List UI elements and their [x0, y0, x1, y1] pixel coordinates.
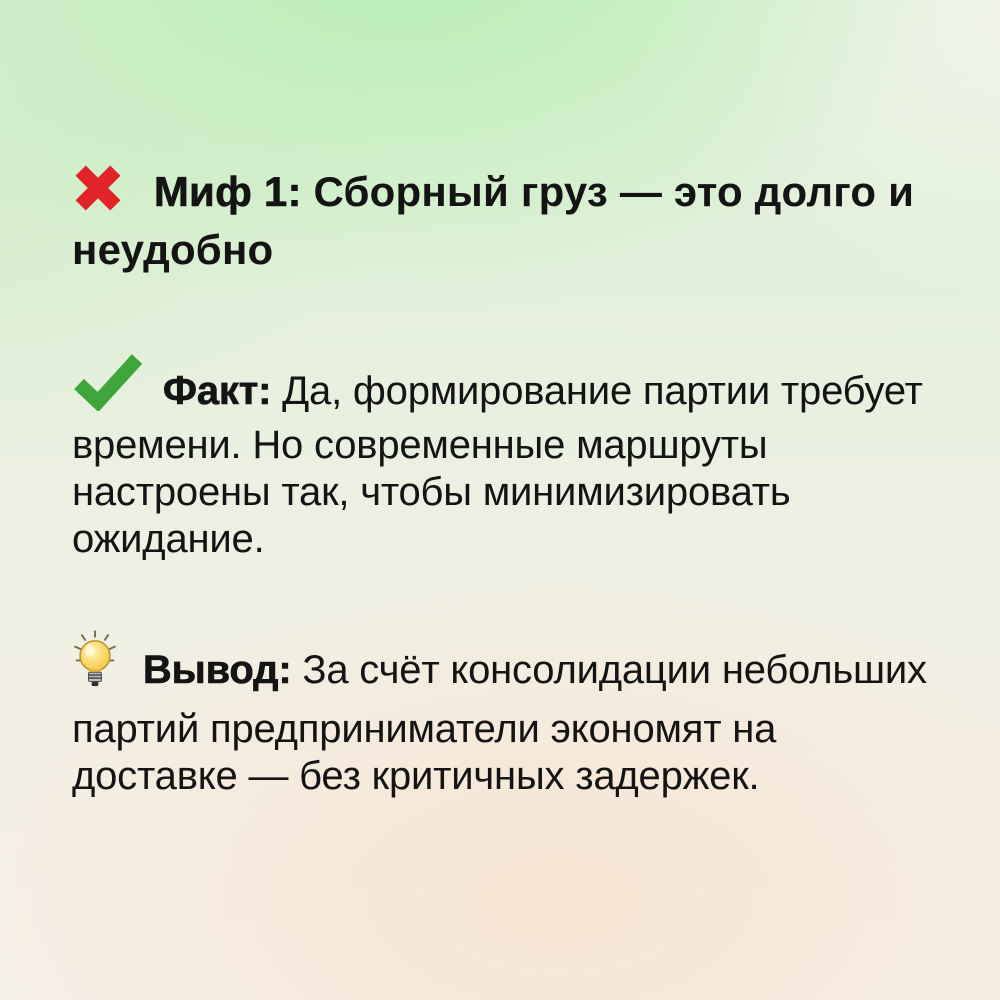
light-bulb-icon [72, 629, 118, 706]
conclusion-block [72, 629, 930, 800]
fact-block [72, 353, 930, 563]
fact-text: Да, формирование партии требует времени. Но современные маршруты настроены так, чтобы минимизировать ожидание. [72, 369, 923, 561]
myth-label: Миф 1: [153, 168, 302, 215]
conclusion-label: Вывод: [142, 648, 292, 692]
fact-label: Факт: [162, 369, 272, 413]
myth-block [72, 162, 918, 275]
conclusion-text: За счёт консолидации небольших партий предприниматели экономят на доставке — без критичных задержек. [72, 648, 927, 798]
spacer [72, 275, 930, 353]
myth-text: Сборный груз — это долго и неудобно [72, 168, 915, 273]
check-mark-icon [72, 353, 144, 422]
cross-mark-icon [72, 162, 124, 225]
spacer [72, 563, 930, 629]
